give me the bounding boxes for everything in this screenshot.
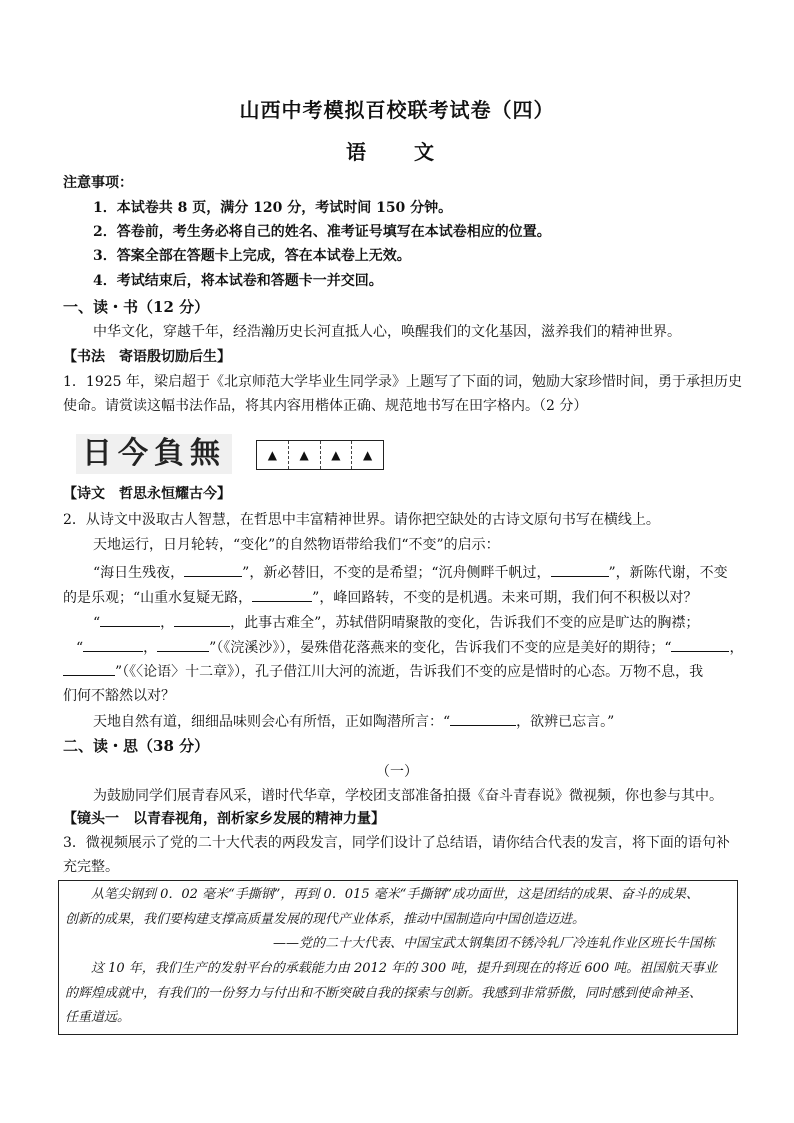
calligraphy-subheading: 【书法 寄语殷切励后生】 [63,349,231,365]
section-two-heading: 二、读・思（38 分） [63,737,210,755]
question-2-fill-line: 的是乐观；“山重水复疑无路， ”，峰回路转，不变的是机遇。未来可期，我们何不积极以对？ [63,587,735,608]
question-2-fill-line: 天地自然有道，细细品味则会心有所悟，正如陶潜所言：“ ，欲辨已忘言。” [93,711,765,732]
question-1-text: 使命。请赏读这幅书法作品，将其内容用楷体正确、规范地书写在田字格内。（2 分） [63,398,588,414]
calligraphy-image: 日今負無 [76,434,232,474]
question-2-fill-line: “ ， ”（《浣溪沙》），晏殊借花落燕来的变化，告诉我们不变的应是美好的期待；“ ， [76,637,748,658]
question-2-text: 天地运行，日月轮转，“变化”的自然物语带给我们“不变”的启示： [93,537,500,553]
answer-blank[interactable] [551,562,609,577]
speech-excerpt-box [58,880,738,1035]
excerpt-line: 创新的成果，我们要构建支撑高质量发展的现代产业体系，推动中国制造向中国创造迈进。 [65,912,586,927]
answer-blank[interactable] [63,661,115,676]
grid-cell[interactable]: ▲ [289,441,321,469]
question-2-text: 们何不豁然以对？ [63,688,175,704]
grid-cell[interactable]: ▲ [257,441,289,469]
part-number: （一） [376,764,418,780]
notice-item: 2．答卷前，考生务必将自己的姓名、准考证号填写在本试卷相应的位置。 [93,224,551,240]
question-1-text: 1．1925 年，梁启超于《北京师范大学毕业生同学录》上题写了下面的词，勉励大家珍惜时间，勇于承担历史 [63,374,742,390]
answer-blank[interactable] [450,711,516,726]
section-two-intro: 为鼓励同学们展青春风采，谱时代华章，学校团支部准备拍摄《奋斗青春说》微视频，你也参与其中。 [93,788,723,804]
answer-blank[interactable] [671,637,729,652]
subject-title: 语 文 [346,140,448,164]
answer-blank[interactable] [174,612,230,627]
excerpt-line: 这 10 年，我们生产的发射平台的承载能力由 2012 年的 300 吨，提升到现在的将近 600 吨。祖国航天事业 [91,961,718,976]
answer-blank[interactable] [184,562,242,577]
notice-item: 4．考试结束后，将本试卷和答题卡一并交回。 [93,273,383,289]
question-3-text: 充完整。 [63,859,119,875]
writing-grid[interactable] [256,440,384,470]
excerpt-signature: ——党的二十大代表、中国宝武太钢集团不锈冷轧厂冷连轧作业区班长牛国栋 [273,936,716,951]
section-one-intro: 中华文化，穿越千年，经浩瀚历史长河直抵人心，唤醒我们的文化基因，滋养我们的精神世界。 [93,324,681,340]
answer-blank[interactable] [157,637,209,652]
grid-cell[interactable]: ▲ [363,448,373,462]
shot-one-subheading: 【镜头一 以青春视角，剖析家乡发展的精神力量】 [63,811,385,827]
excerpt-line: 从笔尖钢到 0．02 毫米“手撕钢”，再到 0．015 毫米“手撕钢”成功面世，这是团结的成果、奋斗的成果、 [91,887,700,902]
notice-heading: 注意事项： [63,175,133,191]
notice-item: 1．本试卷共 8 页，满分 120 分，考试时间 150 分钟。 [93,200,453,216]
question-2-fill-line: ”（《〈论语〉十二章》），孔子借江川大河的流逝，告诉我们不变的应是惜时的心态。万物不息，我 [63,661,735,682]
answer-blank[interactable] [100,612,160,627]
exam-title: 山西中考模拟百校联考试卷（四） [239,98,555,122]
question-2-text: 2．从诗文中汲取古人智慧，在哲思中丰富精神世界。请你把空缺处的古诗文原句书写在横线上。 [63,512,660,528]
answer-blank[interactable] [252,587,312,602]
section-one-heading: 一、读・书（12 分） [63,298,210,316]
question-3-text: 3．微视频展示了党的二十大代表的两段发言，同学们设计了总结语，请你结合代表的发言，将下面的语句补 [63,835,730,851]
excerpt-line: 的辉煌成就中，有我们的一份努力与付出和不断突破自我的探索与创新。我感到非常骄傲，同时感到使命神圣、 [65,986,703,1001]
answer-blank[interactable] [83,637,143,652]
notice-item: 3．答案全部在答题卡上完成，答在本试卷上无效。 [93,248,411,264]
poetry-subheading: 【诗文 哲思永恒耀古今】 [63,486,231,502]
question-2-fill-line: “ ， ，此事古难全”，苏轼借阴晴聚散的变化，告诉我们不变的应是旷达的胸襟； [93,612,765,633]
excerpt-line: 任重道远。 [65,1010,131,1025]
question-2-fill-line: “海日生残夜， ”，新必替旧，不变的是希望；“沉舟侧畔千帆过， ”，新陈代谢，不变 [93,562,765,583]
grid-cell[interactable]: ▲ [321,441,353,469]
